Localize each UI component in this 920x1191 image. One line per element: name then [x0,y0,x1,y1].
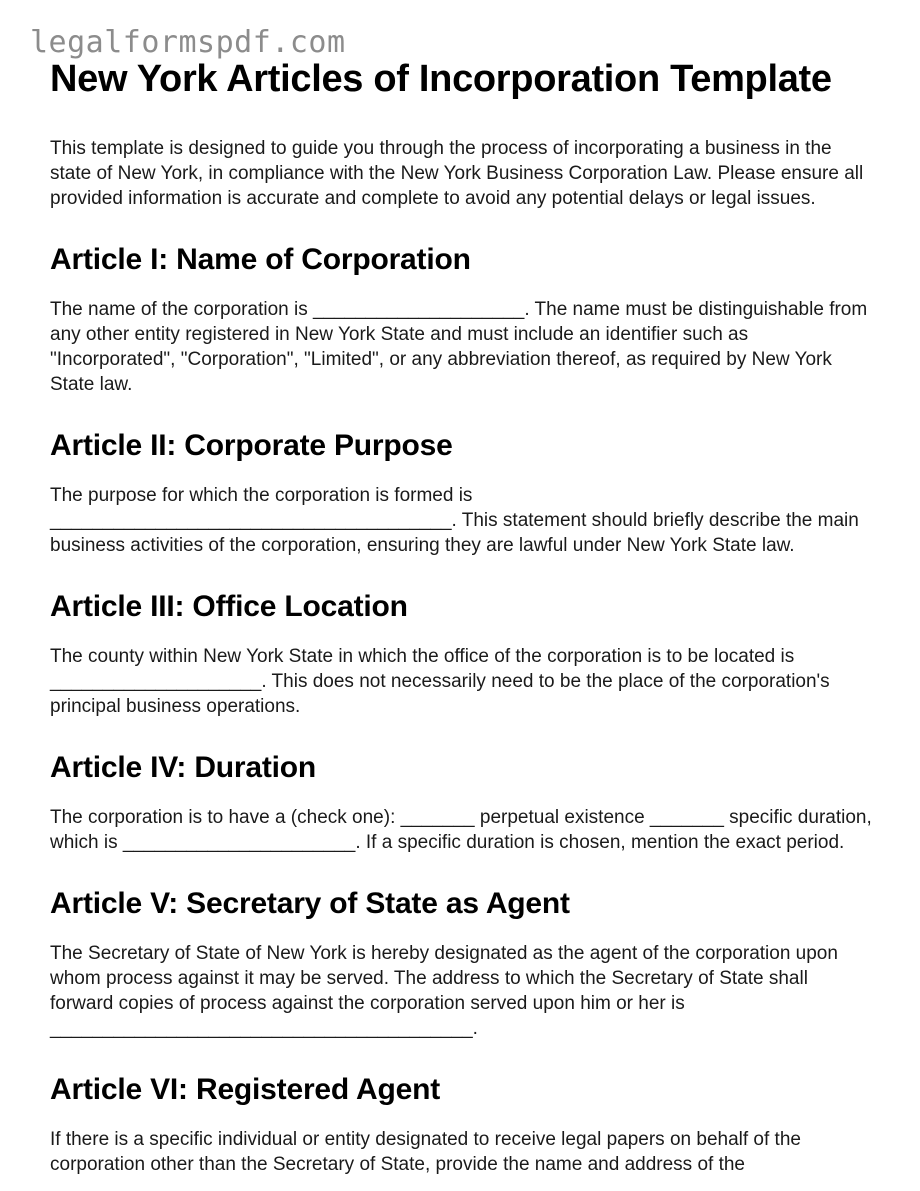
article-heading-3: Article III: Office Location [50,590,408,623]
article-section-1 [50,243,872,397]
article-section-5 [50,887,872,1041]
article-body-6: If there is a specific individual or entity designated to receive legal papers on behalf of the corporation other than the Secretary of State, provide the name and address of the [50,1129,801,1175]
article-body-4: The corporation is to have a (check one): _______ perpetual existence _______ specific duration, which is ______________________. If a specific duration is chosen, mention the exact period. [50,807,872,853]
article-section-2 [50,429,872,558]
article-body-2: The purpose for which the corporation is formed is ______________________________________. This statement should briefly describe the main business activities of the corporation, ensuring they are lawful under New York State law. [50,485,859,556]
page-title: New York Articles of Incorporation Template [50,58,832,100]
document-content [50,58,872,1177]
article-section-6 [50,1073,872,1177]
intro-paragraph: This template is designed to guide you through the process of incorporating a business in the state of New York, in compliance with the New York Business Corporation Law. Please ensure all provided information is accurate and complete to avoid any potential delays or legal issues. [50,138,864,209]
article-heading-6: Article VI: Registered Agent [50,1073,441,1106]
article-body-1: The name of the corporation is ____________________. The name must be distinguishable from any other entity registered in New York State and must include an identifier such as "Incorporated", "Corporation", "Limited", or any abbreviation thereof, as required by New York State law. [50,299,868,395]
article-heading-1: Article I: Name of Corporation [50,243,471,276]
article-heading-2: Article II: Corporate Purpose [50,429,453,462]
article-heading-4: Article IV: Duration [50,751,317,784]
article-section-4 [50,751,872,855]
article-body-5: The Secretary of State of New York is hereby designated as the agent of the corporation upon whom process against it may be served. The address to which the Secretary of State shall forward copies of process against the corporation served upon him or her is ________________________________________. [50,943,838,1039]
article-section-3 [50,590,872,719]
article-heading-5: Article V: Secretary of State as Agent [50,887,570,920]
site-watermark: legalformspdf.com [30,25,346,60]
article-body-3: The county within New York State in which the office of the corporation is to be located is ____________________. This does not necessarily need to be the place of the corporation's principal business operations. [50,646,830,717]
